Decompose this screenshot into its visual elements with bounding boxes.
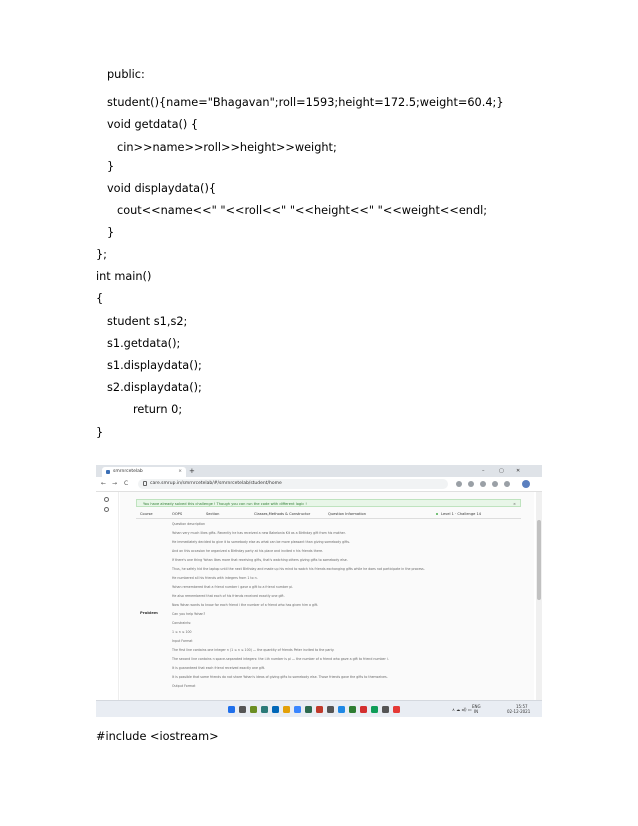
taskbar-app-icon[interactable] [272,706,279,713]
problem-line: Yohan remembered that a friend number i gave a gift to a friend number pi. [172,585,294,589]
code-line: return 0; [133,403,183,416]
taskbar-app-icon[interactable] [228,706,235,713]
minimize-button[interactable]: – [482,468,485,474]
clock-time[interactable]: 15:57 [516,704,528,709]
challenge-content [120,492,534,700]
code-line: } [107,160,115,173]
problem-line: He immediately decided to give it to somebody else as what can be more pleasant than giving somebody gifts. [172,540,350,544]
taskbar-app-icon[interactable] [382,706,389,713]
problem-label: Problem [140,610,158,615]
url-text: care.smrup.in/smrnrcetelab/#/smrnrcetelab/student/home [150,481,282,486]
challenge-header [136,510,521,519]
reload-icon[interactable]: C [124,480,129,487]
code-line: void displaydata(){ [107,182,217,195]
gear-icon[interactable] [104,507,109,512]
forward-icon[interactable]: → [112,480,118,487]
language-region[interactable]: IN [474,709,479,714]
browser-tab[interactable] [102,467,186,477]
extension-icon[interactable] [456,481,462,487]
clock-icon[interactable] [104,497,109,502]
problem-line: He also remembered that each of his friends received exactly one gift. [172,594,285,598]
taskbar-app-icon[interactable] [316,706,323,713]
code-line: s1.displaydata(); [107,359,202,372]
course-label: Course [140,512,153,516]
browser-screenshot [96,465,542,717]
taskbar-app-icon[interactable] [360,706,367,713]
taskbar-app-icon[interactable] [294,706,301,713]
maximize-button[interactable]: ▢ [499,468,504,474]
code-line-include: #include <iostream> [96,730,219,743]
problem-line: 1 ≤ n ≤ 100 [172,630,192,634]
taskbar-app-icon[interactable] [261,706,268,713]
taskbar-app-icon[interactable] [305,706,312,713]
problem-line: Now Yohan wants to know for each friend i the number of a friend who has given him a gift. [172,603,319,607]
extension-icon[interactable] [480,481,486,487]
level-text: Level 1 · Challenge 14 [441,512,482,516]
taskbar-app-icon[interactable] [338,706,345,713]
level-dot-icon [436,513,438,515]
problem-line: Can you help Yohan? [172,612,206,616]
code-line: { [96,292,104,305]
problem-line: Yohan very much likes gifts. Recently he has received a new Bakelonia Kit as a Birthday gift from his mother. [172,531,346,535]
system-tray-icons[interactable]: ∧ ☁ ◂)) ▭ [452,707,472,712]
problem-line: Output Format [172,684,196,688]
section-label: Section [206,512,220,516]
problem-line: And on this occasion he organized a Birthday party at his place and invited n his friends there. [172,549,324,553]
solved-banner [136,499,521,507]
code-line: public: [107,68,145,81]
taskbar-app-icon[interactable] [327,706,334,713]
problem-line: Constraints: [172,621,192,625]
tab-close-icon[interactable]: × [178,469,182,474]
banner-text: You have already solved this challenge ! Though you can run the code with different logic ! [143,502,307,506]
problem-line: The second line contains n space-separated integers: the i-th number is pi — the number of a friend who gave a gift to friend number i. [172,657,389,661]
language-indicator[interactable]: ENG [472,704,481,709]
code-line: s1.getdata(); [107,337,181,350]
course-value: OOPS [172,512,183,516]
problem-line: Question description [172,522,205,526]
browser-tab-bar [96,465,542,477]
code-line: student(){name="Bhagavan";roll=1593;height=172.5;weight=60.4;} [107,96,504,109]
code-line: void getdata() { [107,118,199,131]
site-favicon-icon [106,470,110,474]
code-line: student s1,s2; [107,315,188,328]
profile-avatar[interactable] [522,480,530,488]
code-line: } [107,226,115,239]
question-info-label: Question Information [328,512,367,516]
problem-line: It is guaranteed that each friend received exactly one gift. [172,666,266,670]
back-icon[interactable]: ← [101,480,107,487]
taskbar-app-icon[interactable] [393,706,400,713]
code-line: cout<<name<<" "<<roll<<" "<<height<<" "<<weight<<endl; [117,204,488,217]
new-tab-button[interactable]: + [189,467,195,475]
code-line: s2.displaydata(); [107,381,202,394]
problem-line: If there's one thing Yohan likes more that receiving gifts, that's watching others giving gifts to somebody else. [172,558,348,562]
clock-date[interactable]: 02-12-2021 [507,709,531,714]
scrollbar-thumb[interactable] [537,520,541,600]
problem-line: Input Format [172,639,193,643]
taskbar-app-icon[interactable] [239,706,246,713]
problem-line: Thus, he safely hid the laptop until the next Birthday and made up his mind to watch his friends exchanging gifts while he does not participate in the process. [172,567,425,571]
url-input[interactable] [138,479,448,489]
bookmark-icon[interactable] [468,481,474,487]
windows-taskbar [96,700,542,717]
section-value: Classes,Methods & Constructor [254,512,311,516]
taskbar-app-icon[interactable] [371,706,378,713]
app-sidebar [96,492,119,700]
address-bar-row [96,477,542,492]
code-line: int main() [96,270,152,283]
taskbar-app-icon[interactable] [250,706,257,713]
problem-section [136,520,521,700]
problem-line: He numbered all his friends with integers from 1 to n. [172,576,258,580]
tab-title: smrnrcetelab [113,469,143,474]
problem-line: It is possible that some friends do not share Yohan's ideas of giving gifts to somebody else. Those friends gave the gifts to themselves. [172,675,388,679]
code-line: } [96,426,104,439]
puzzle-icon[interactable] [504,481,510,487]
problem-line: The first line contains one integer n (1 ≤ n ≤ 100) — the quantity of friends Peter invited to the party. [172,648,335,652]
taskbar-app-icon[interactable] [283,706,290,713]
close-window-button[interactable]: ✕ [516,468,521,474]
extension-icon[interactable] [492,481,498,487]
code-line: cin>>name>>roll>>height>>weight; [117,141,337,154]
banner-close-icon[interactable]: × [512,502,516,506]
lock-icon [143,481,147,486]
code-line: }; [96,248,107,261]
taskbar-app-icon[interactable] [349,706,356,713]
